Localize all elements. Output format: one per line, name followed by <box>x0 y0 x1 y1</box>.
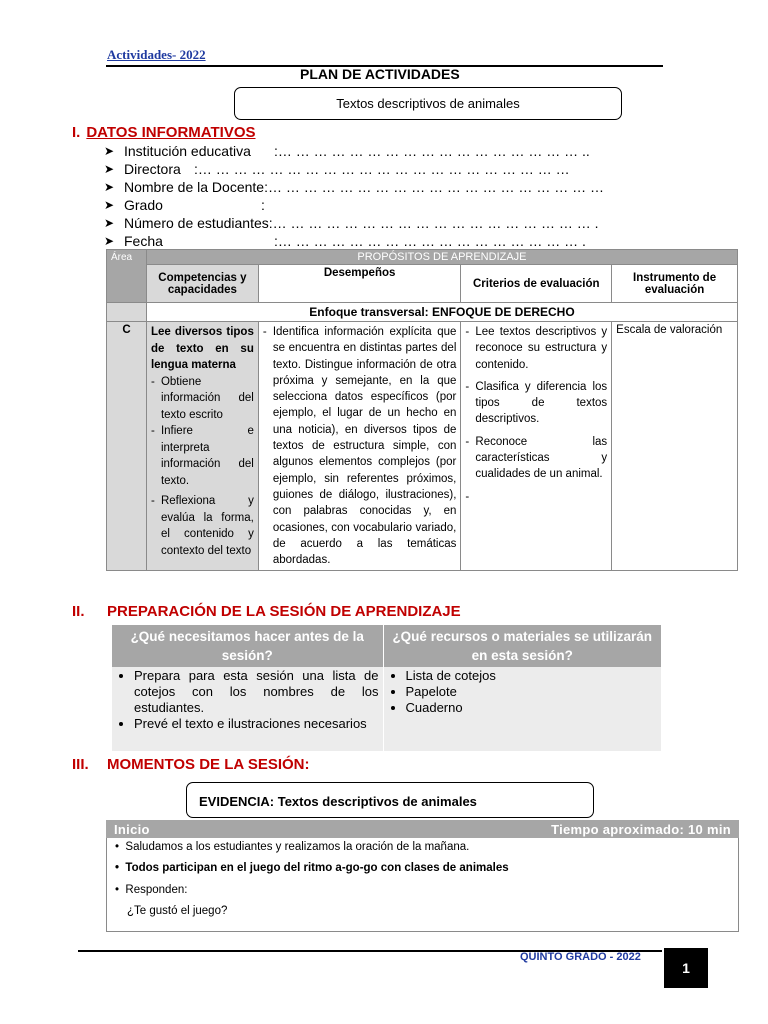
before-session-item: • Prepara para esta sesión una lista de cotejos con los nombres de los estudiantes. <box>134 668 379 716</box>
competence-cell <box>146 322 258 571</box>
resources-cell <box>383 667 661 751</box>
inicio-line-text: Responden: <box>125 884 188 896</box>
info-label: Fecha <box>124 233 163 249</box>
footer-grade: QUINTO GRADO - 2022 <box>520 951 641 963</box>
topic-box <box>234 87 622 120</box>
arrow-bullet-icon: ➤ <box>104 216 115 230</box>
purpose-table <box>106 249 738 571</box>
criterion-item: - Lee textos descriptivos y reconoce su estructura y contenido. <box>465 324 607 373</box>
info-sep: : <box>264 179 268 195</box>
competence-title: Lee diversos tipos de texto en su lengua materna <box>150 326 254 371</box>
competences-header: Competencias y capacidades <box>146 265 258 303</box>
section2-number: II. <box>72 603 85 620</box>
page-number: 1 <box>664 948 708 988</box>
section1-title: DATOS INFORMATIVOS <box>86 124 256 141</box>
inicio-line <box>115 884 187 896</box>
topic-text: Textos descriptivos de animales <box>336 96 520 111</box>
capacity-item: - Obtiene información del texto escrito <box>151 374 254 424</box>
criterion-text: Clasifica y diferencia los tipos de textos descriptivos. <box>475 380 608 426</box>
performance-header: Desempeños <box>258 265 461 303</box>
info-label: Número de estudiantes <box>124 215 269 231</box>
criteria-cell <box>461 322 612 571</box>
bullet-icon: • <box>115 862 126 874</box>
arrow-bullet-icon: ➤ <box>104 234 115 248</box>
page-title: PLAN DE ACTIVIDADES <box>300 66 460 82</box>
info-dots: … … … … … … … … … … … … … … … … … … … … … <box>197 161 570 177</box>
capacity-item: - Infiere e interpreta información del texto. <box>151 423 254 489</box>
info-row-grade <box>104 196 604 214</box>
performance-text: Identifica información explícita que se encuentra en distintas partes del texto. Distingue información de otra próxima y semejante, en la que selecciona datos específicos (por ejemplo, el lugar de un hecho en una noticia), en diversos tipos de textos de estructura simple, con algunos elementos complejos (por ejemplo, sin referentes próximos, guiones de diálogo, ilustraciones), con palabras conocidas y, en ocasiones, con vocabulario variado, de acuerdo a las temáticas abordadas. <box>272 326 457 567</box>
performance-cell: - Identifica información explícita que se encuentra en distintas partes del texto. Distingue información de otra próxima y semejante, en la que selecciona datos específicos (por ejemplo, el lugar de un hecho en una noticia), en diversos tipos de textos de estructura simple, con algunos elementos complejos (por ejemplo, sin referentes próximos, guiones de diálogo, ilustraciones), con palabras conocidas y, en ocasiones, con vocabulario variado, de acuerdo a las temáticas abordadas. <box>258 322 461 571</box>
resource-item: • Cuaderno <box>406 700 658 716</box>
info-label: Directora <box>124 161 181 177</box>
criterion-item: - Clasifica y diferencia los tipos de textos descriptivos. <box>465 379 607 428</box>
info-label: Institución educativa <box>124 143 251 159</box>
arrow-bullet-icon: ➤ <box>104 144 115 158</box>
before-session-cell <box>112 667 383 751</box>
criterion-text: Reconoce las características y cualidades de un animal. <box>475 435 608 481</box>
info-row-director <box>104 160 604 178</box>
inicio-line-text: Saludamos a los estudiantes y realizamos la oración de la mañana. <box>125 841 470 853</box>
activities-header-link[interactable]: Actividades- 2022 <box>107 47 206 62</box>
arrow-bullet-icon: ➤ <box>104 162 115 176</box>
info-list <box>104 142 604 250</box>
bullet-icon: • <box>115 841 126 853</box>
evidence-box <box>186 782 594 818</box>
preparation-table <box>112 625 661 751</box>
inicio-bar <box>106 820 739 838</box>
evidence-text: EVIDENCIA: Textos descriptivos de animales <box>199 794 477 809</box>
capacity-text: Obtiene información del texto escrito <box>160 375 254 421</box>
purpose-header: PROPÓSITOS DE APRENDIZAJE <box>146 250 737 265</box>
info-sep: : <box>274 233 278 249</box>
info-dots: … … … … … … … … … … … … … … … … … … . <box>272 215 599 231</box>
arrow-bullet-icon: ➤ <box>104 198 115 212</box>
section3-number: III. <box>72 756 89 773</box>
inicio-label: Inicio <box>114 821 150 837</box>
info-dots: … … … … … … … … … … … … … … … … … … … <box>267 179 604 195</box>
bullet-icon: • <box>115 884 126 896</box>
arrow-bullet-icon: ➤ <box>104 180 115 194</box>
capacity-text: Reflexiona y evalúa la forma, el contenido y contexto del texto <box>160 495 254 557</box>
capacity-item: - Reflexiona y evalúa la forma, el contenido y contexto del texto <box>151 493 254 559</box>
transversal-approach: Enfoque transversal: ENFOQUE DE DERECHO <box>146 303 737 322</box>
info-sep: : <box>274 143 278 159</box>
before-session-item: • Prevé el texto e ilustraciones necesarios <box>134 716 379 732</box>
info-row-students <box>104 214 604 232</box>
resource-item: • Lista de cotejos <box>406 668 658 684</box>
info-row-date <box>104 232 604 250</box>
section3-title: MOMENTOS DE LA SESIÓN: <box>107 756 310 773</box>
inicio-line <box>115 862 509 874</box>
section1-heading <box>72 124 256 141</box>
inicio-line-text: Todos participan en el juego del ritmo a-go-go con clases de animales <box>125 862 509 874</box>
section2-heading <box>72 603 461 620</box>
capacity-text: Infiere e interpreta información del texto. <box>160 425 254 487</box>
resources-header: ¿Qué recursos o materiales se utilizarán en esta sesión? <box>383 625 661 667</box>
info-row-institution <box>104 142 604 160</box>
inicio-line <box>115 841 469 853</box>
inicio-body <box>106 838 739 932</box>
section3-heading <box>72 756 310 773</box>
instrument-cell <box>612 322 738 571</box>
criteria-header: Criterios de evaluación <box>461 265 612 303</box>
resource-item: • Papelote <box>406 684 658 700</box>
info-label: Nombre de la Docente <box>124 179 265 195</box>
info-dots: … … … … … … … … … … … … … … … … … . <box>277 233 586 249</box>
before-session-header: ¿Qué necesitamos hacer antes de la sesión? <box>112 625 383 667</box>
info-sep: : <box>194 161 198 177</box>
info-label: Grado <box>124 197 163 213</box>
info-sep: : <box>268 215 273 231</box>
info-row-teacher <box>104 178 604 196</box>
inicio-line-text: ¿Te gustó el juego? <box>127 905 228 917</box>
section2-title: PREPARACIÓN DE LA SESIÓN DE APRENDIZAJE <box>107 603 461 620</box>
area-cell: C <box>107 322 147 571</box>
criterion-item: - <box>465 490 470 503</box>
info-dots: … … … … … … … … … … … … … … … … … .. <box>277 143 590 159</box>
instrument-header: Instrumento de evaluación <box>612 265 738 303</box>
transversal-area-cell <box>107 303 147 322</box>
criterion-item: - Reconoce las características y cualidades de un animal. <box>465 434 607 483</box>
info-sep: : <box>261 197 265 213</box>
area-header: Área <box>107 250 147 303</box>
time-label: Tiempo aproximado: 10 min <box>551 821 731 837</box>
section1-number: I. <box>72 124 81 141</box>
criterion-text: Lee textos descriptivos y reconoce su estructura y contenido. <box>475 326 608 371</box>
instrument-text: Escala de valoración <box>616 324 723 336</box>
inicio-question <box>127 905 227 917</box>
